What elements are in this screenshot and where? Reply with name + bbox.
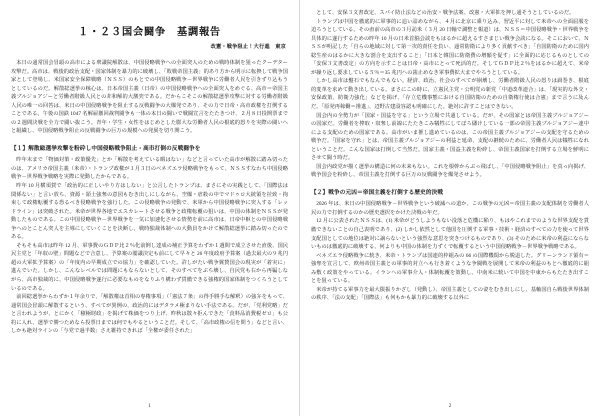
paragraph: 昨年 10 月横須賀で「政治的に正しいやり方はしない」と公言したトランプは、まさにその実践として、「国際法は関係ない」と言い放ち、資源・領土強奪の意図もむき出しにしながら、空爆・虐殺の中でマドゥロ大統領を拉致・拘束して政権転覆する恐るべき侵略戦争を強行した。この侵略戦争の発動で、米軍から中国侵略戦争に突入する「レッドライン」は突破された。米帝が世界各地でエスカレートさせる戦争と政権転覆の狙いは、中国の体制をＮＳＳが発動したものである。この中国侵略戦争－世界戦争を一気に加速化させる情勢を前に高市は、日帝中枢との中国侵略戦争へのとことん突入を主導にしていくことを決断し、戦時独裁体制への大動員をかけて解散総選挙に踏み切ったのである。 (11, 182, 288, 241)
paragraph: そもそも高市は昨年 12 月、軍事費のＧＤＰ比２％化前倒し達成の補正予算をわずか１週間で成立させた直後、国民民主党と「年収の壁」問題などで合意し、予算案の閣議決定も前にして早々と 26 年度政府予算案（過去最大の９兆円超の大軍拡予算案）の「年度内の早期成立での協力」を確認していた。許しがたい戦争翼賛国会の現実が「着実に」進んでいた。しかし、こんなレベルでは問題にもならないとして、そのすべてをぶち壊し、自民党も右から再編しながら、高市独裁的に、中国侵略戦争遂行に必要なものをなりふり構わず貫徹できる強権的国家体制をつくろうとしているのである。 (11, 242, 288, 292)
paragraph: 2026 年は、米日の中国侵略戦争－世界戦争という破滅への道か、この戦争の元凶＝帝国主義の支配体制を労働者人民の力で打倒するのかの歴史選択をかけた決戦の年だ。 (311, 201, 589, 216)
section-heading-1: 【１】解散総選挙攻撃を粉砕し中国侵略戦争阻止・高市打倒の反戦闘争を (11, 145, 201, 152)
paragraph: 前回総選挙からわずか１年余りで、「解散権は首相の専権事項」（「憲法７条」の得手勝手な解釈）の強弁をもって、通常国会冒頭に解散するという、すべてが異例の、政治的にはデタラメ極まりない手法である。だが、「党利党略」だと言われようが、とにかく「積極財政」を掲げて株価をつり上げ、昨秋は散々拒んできた「食料品消費税ゼロ」も公約に入れ、選挙で勝つためなら投票日までは何でもやるということだ。そして、「高市政権の信を問う」などと言い、しかも絶対ラインの「与党で過半数」さえ維持できれば「全権が委任された」 (11, 294, 288, 335)
paragraph: として、安保３文書改定、スパイ防止法などの治安・戦争法案、改憲・大軍拡を押し通そうとしているのだ。 (316, 10, 575, 16)
page-2-body (311, 9, 589, 303)
paragraph: 本日の通常国会冒頭の高市による衆議院解散は、中国侵略戦争への全面突入のための戦時体制を狙ったクーデター攻撃だ。高市は、戦後的政治支配・国家体制を暴力的に破壊し、「敗戦帝国主義」的あり方から明示に転換して戦争国家として登場し、米国家安全保障戦略（ＮＳＳ）のもとでの中国侵略戦争－世界戦争に労働者人民を引きずり込もうとしているのだ。解散総選挙の核心は、日本帝国主義（日帝）の中国侵略戦争への全面突入をめぐる、高市＝帝国主義ブルジョアジーと労働者階級人民との非和解的大激突である。だからこそこの解散総選挙攻撃に対する労働者階級人民の唯一の回答は、米日の中国侵略戦争を阻止する反戦闘争の大爆発であり、その力で日帝・高市政権を打倒することである。午後の国鉄 1047 名解雇撤回裁判闘争も一体の本日の闘いで戦闘宣言をたたきつけ、２月８日投開票までの２週間決戦を全力で闘い抜こう。青年・学生・女性をはじめとした膨大な労働者人民の根底的怒りを実際の闘いへと組織し、中国侵略戦争阻止の反戦闘争の巨万の規模への発展を切り開こう。 (11, 60, 288, 135)
paragraph: トランプは中国を徹底的に軍事的に追い詰めながら、４月に北京に乗り込み、習近平に対して米帝への全面屈服を迫ろうとしている。その直前の高市の３月訪米（３月 20 日軸で調整と報道）は、ＮＳＳ＝中国侵略戦争・世界戦争を具体的に遂行するための昨年 10 月の日米首脳会談をもはるかに超えるすさまじい戦争会談になる。そこにおいて、ＮＳＳが明記した「自らの地域に対して第一次的責任を負い、通常防衛により多く貢献すべき」「自国防衛のために国内総生産のはるかに大きな割合を支出すること」「日本と韓国に防衛費の増額を促す」に全面的に応じるものとしての「安保３文書改定」の方向を示すことは日帝・高市にとって死活的だ。そしてＧＤＰ比２％をはるかに超えて、米帝が繰り返し要求している５％＝35 兆円への歯止めなき軍事費拡大までやろうとしている。 (311, 18, 589, 76)
paragraph: 国会内政党が描く選挙の構造に何の未来もない。これを根幹からぶっ飛ばし、「中国侵略戦争阻止」を真っ向掲げ、戦争国会を粉砕し、帝国主義を打倒する巨万の反戦闘争を爆発させよう。 (311, 163, 589, 179)
document-subtitle: 改憲・戦争阻止！大行進 東京 (210, 44, 286, 50)
paragraph: ベネズエラ侵略戦争に続き、米帝・トランプは国連的枠組みの 66 の国際機関から脱退した。グリーンランド領有＝強奪を宣言して、欧州帝国主義との軍事的対立へも行き着くような争闘戦を展開して米帝の利益のもとへ徹底的に組み敷く政策をやっている。イランへの軍事介入・体制転覆を策動し、中南米に続いて中国を中東からもたたき出すことを狙っている。 (311, 252, 589, 285)
page-number: 1 (148, 404, 151, 409)
document-page-2 (300, 0, 600, 416)
page-number: 2 (448, 404, 452, 409)
paragraph: 12 月に公表されたＮＳＳは、(1) 米帝がどうしようもない没落と危機に陥り、もはやこれまでのような世界支配を貫徹できないことの自己表明であり、(2) しかし依然として他国を圧倒する軍事・技術・経済のすべての力を使って世界支配国としての地位は絶対に譲らないという強烈な意思を突きつけるものであり、(3) そのために米帝の利益にならないものは徹底的に破壊する、何よりも中国の体制を力ずくで転覆するという中国侵略戦争－世界戦争戦略である。 (311, 218, 589, 251)
title-spacer (11, 50, 288, 59)
paragraph: 米帝が持てる軍事力を最大限振りかざし（発動し）、帝国主義としての姿をむき出しにし、基軸国自ら戦後世界体制の秩序、「法の支配」「国際法」も何もかも暴力的に破壊する以外に (311, 286, 589, 302)
paragraph: 昨年末まで「物価対策・政策優先」とか「解散を考えている暇はない」などと言っていた高市が解散に踏み切ったのは、アメリカ帝国主義（米帝）・トランプ政権が１月３日のベネズエラ侵略戦争をもって、ＮＳＳすなわち中国侵略戦争－世界戦争戦略を実際に発動したからである。 (11, 157, 288, 181)
paragraph: しかし高市は盤石でもなんでもない。経済、政治、社会のすべてが崩壊し、労働者階級人民の怒りは渦巻き、根底的変革を求めて動き出している。まさにこの時に、立憲民主党・公明党の新党「中道改革連合」は、「現実的な外交・安保政策、防衛力強化」などを掲げ、「存立危機事態における自国防衛のための自衛権行使は合憲」まで言うに及んだ。「原発再稼働＝推進」、辺野古建設容認も明確にした。絶対に許すことはできない。 (311, 78, 589, 111)
page-title: １・２３国会闘争 基調報告 (78, 27, 221, 38)
paragraph: 国会内の全勢力が「国家・国益を守る」という立場で共通している。だが、その国家とは帝国主義ブルジョアジーの国家だ。労働者を搾取・収奪し前線にたたきこみ犠牲にしてぼろ儲けしている一部の帝国主義ブルジョアジー連中による支配のための国家である。高市がいま推し進めているのは、この帝国主義ブルジョアジーの支配を守るための戦争だ。「国家を守れ」とは、帝国主義ブルジョアジーの利益と延命、支配の継続のために、労働者人民は犠牲になれということだ。こんな国家は打倒して当然だ。国家主義・国益主義を粉砕し、帝国主義国家を打倒する立場を鮮明にさせて闘う時だ。 (311, 112, 589, 162)
page-1-body (11, 59, 288, 336)
section-heading-2: 【２】戦争の元凶＝帝国主義を打倒する歴史的決戦 (311, 189, 444, 196)
